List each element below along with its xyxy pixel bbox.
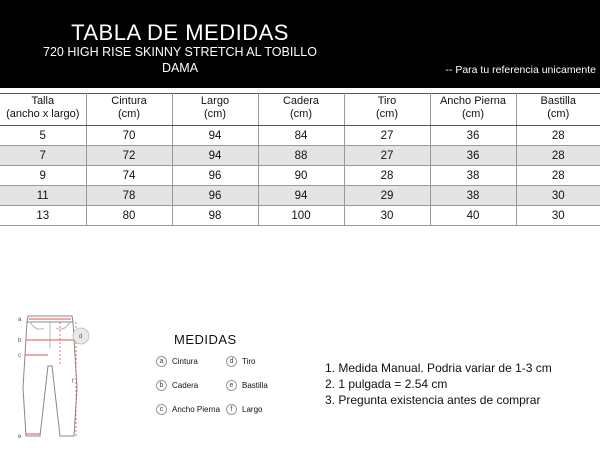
cell-ancho-pierna: 38 [430, 186, 516, 206]
diagram-label-a: a [18, 317, 22, 323]
legend-label: Cadera [172, 381, 199, 390]
cell-cadera: 100 [258, 206, 344, 226]
pants-diagram [14, 308, 94, 443]
diagram-label-f: f [72, 379, 74, 385]
letter-e-icon: e [226, 380, 237, 391]
cell-cadera: 94 [258, 186, 344, 206]
cell-tiro: 27 [344, 126, 430, 146]
note-item: 3. Pregunta existencia antes de comprar [325, 393, 541, 407]
legend-label: Tiro [242, 357, 256, 366]
letter-c-icon: c [156, 404, 167, 415]
legend-label: Ancho Pierna [172, 405, 221, 414]
legend-label: Cintura [172, 357, 198, 366]
cell-bastilla: 28 [516, 146, 600, 166]
table-row [0, 146, 600, 166]
header-talla: Talla (ancho x largo) [0, 93, 86, 126]
letter-a-icon: a [156, 356, 167, 367]
header-largo: Largo (cm) [172, 93, 258, 126]
note-item: 2. 1 pulgada = 2.54 cm [325, 377, 448, 391]
cell-talla: 5 [0, 126, 86, 146]
subtitle-line-1: 720 HIGH RISE SKINNY STRETCH AL TOBILLO [43, 45, 317, 59]
cell-cintura: 72 [86, 146, 172, 166]
cell-cintura: 80 [86, 206, 172, 226]
cell-bastilla: 28 [516, 166, 600, 186]
cell-largo: 96 [172, 166, 258, 186]
cell-largo: 94 [172, 146, 258, 166]
size-table [0, 93, 600, 226]
cell-cintura: 70 [86, 126, 172, 146]
table-row [0, 186, 600, 206]
table-header-row [0, 93, 600, 126]
cell-cadera: 88 [258, 146, 344, 166]
legend-title: MEDIDAS [174, 332, 237, 347]
cell-ancho-pierna: 38 [430, 166, 516, 186]
table-row [0, 126, 600, 146]
cell-tiro: 30 [344, 206, 430, 226]
cell-cintura: 74 [86, 166, 172, 186]
header-tiro: Tiro (cm) [344, 93, 430, 126]
cell-tiro: 29 [344, 186, 430, 206]
legend-item [156, 380, 198, 391]
page-title: TABLA DE MEDIDAS [71, 20, 289, 45]
cell-cadera: 90 [258, 166, 344, 186]
legend-item [226, 356, 255, 367]
header-cadera: Cadera (cm) [258, 93, 344, 126]
letter-b-icon: b [156, 380, 167, 391]
cell-largo: 94 [172, 126, 258, 146]
cell-ancho-pierna: 40 [430, 206, 516, 226]
legend-item [156, 356, 198, 367]
cell-talla: 11 [0, 186, 86, 206]
header-banner [0, 0, 600, 88]
reference-note: -- Para tu referencia unicamente [445, 64, 596, 76]
cell-bastilla: 28 [516, 126, 600, 146]
cell-cadera: 84 [258, 126, 344, 146]
legend-label: Bastilla [242, 381, 268, 390]
pocket-lines [30, 322, 70, 348]
cell-largo: 96 [172, 186, 258, 206]
legend-item [226, 404, 262, 415]
cell-ancho-pierna: 36 [430, 126, 516, 146]
cell-tiro: 28 [344, 166, 430, 186]
note-item: 1. Medida Manual. Podria variar de 1-3 cm [325, 361, 552, 375]
header-ancho-pierna: Ancho Pierna (cm) [430, 93, 516, 126]
cell-talla: 13 [0, 206, 86, 226]
header-bastilla: Bastilla (cm) [516, 93, 600, 126]
diagram-label-d: d [79, 334, 83, 340]
letter-f-icon: f [226, 404, 237, 415]
diagram-label-e: e [18, 434, 22, 440]
cell-talla: 7 [0, 146, 86, 166]
diagram-label-b: b [18, 338, 22, 344]
letter-d-icon: d [226, 356, 237, 367]
product-subtitle [0, 44, 360, 76]
legend-label: Largo [242, 405, 263, 414]
cell-tiro: 27 [344, 146, 430, 166]
cell-bastilla: 30 [516, 186, 600, 206]
notes-list [325, 360, 552, 408]
cell-talla: 9 [0, 166, 86, 186]
legend-item [226, 380, 268, 391]
header-cintura: Cintura (cm) [86, 93, 172, 126]
table-row [0, 166, 600, 186]
diagram-label-c: c [18, 353, 21, 359]
legend-item [156, 404, 220, 415]
cell-ancho-pierna: 36 [430, 146, 516, 166]
cell-cintura: 78 [86, 186, 172, 206]
cell-largo: 98 [172, 206, 258, 226]
cell-bastilla: 30 [516, 206, 600, 226]
table-row [0, 206, 600, 226]
subtitle-line-2: DAMA [161, 61, 199, 75]
